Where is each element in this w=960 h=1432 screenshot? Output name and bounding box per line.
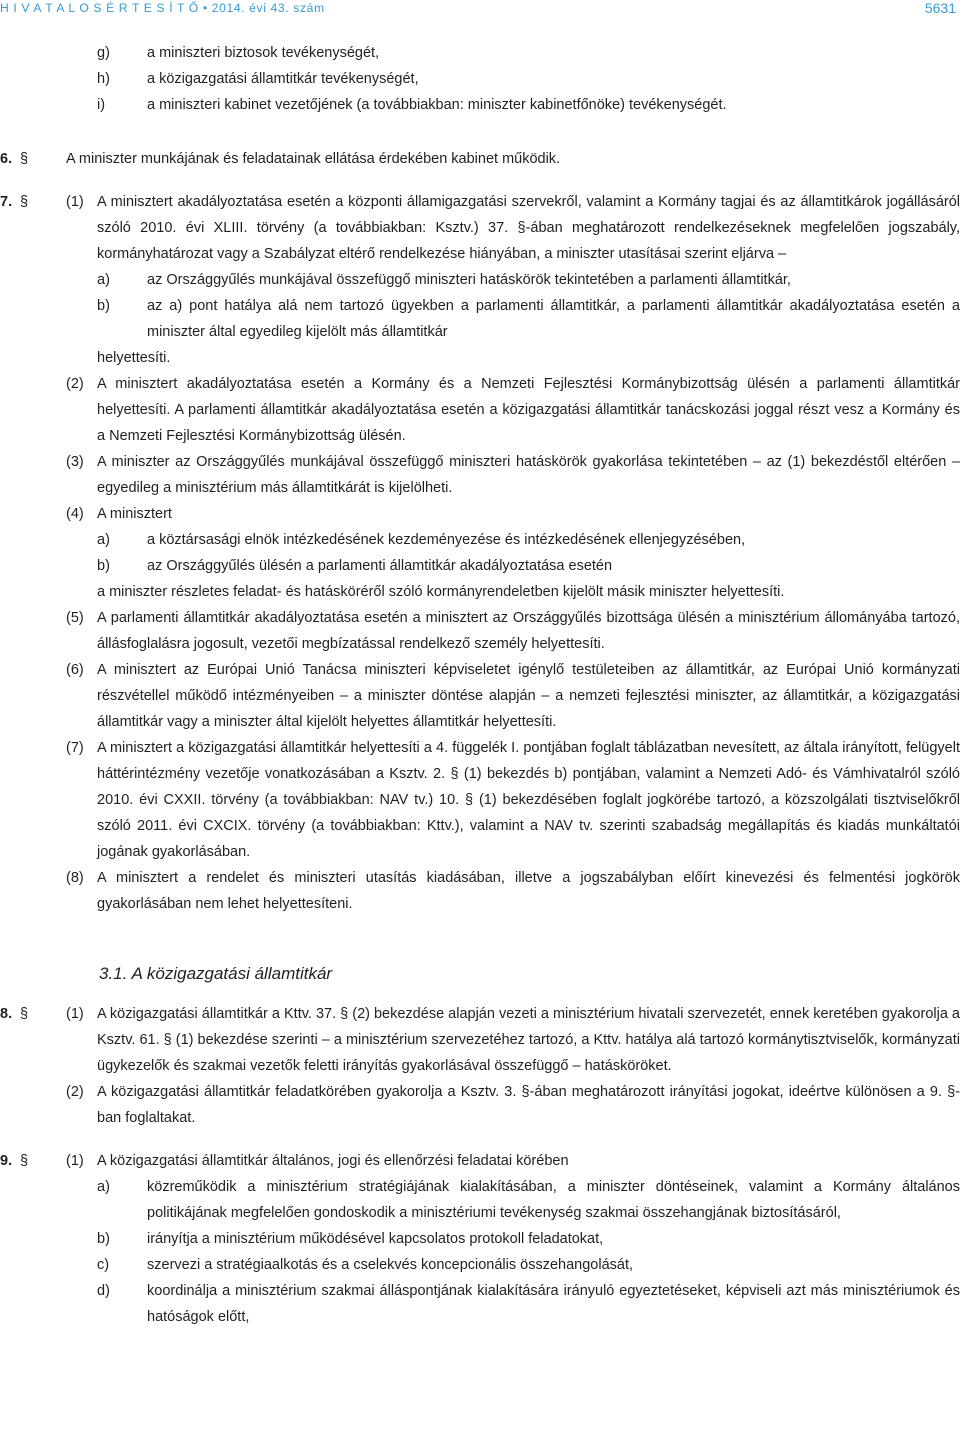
section-number: 7. bbox=[0, 194, 13, 210]
section-sign: § bbox=[20, 194, 29, 210]
list-item bbox=[97, 1174, 960, 1226]
paragraph-row bbox=[0, 1079, 960, 1131]
paragraph-number: (1) bbox=[66, 1006, 84, 1022]
paragraph-row bbox=[0, 501, 960, 605]
paragraph-row bbox=[0, 449, 960, 501]
list-text: az a) pont hatálya alá nem tartozó ügyekben a parlamenti államtitkár, a parlamenti államtitkár akadályoztatása esetén a miniszter által egyedileg kijelölt más államtitkár bbox=[147, 298, 960, 340]
paragraph bbox=[97, 189, 960, 371]
paragraph-number: (8) bbox=[66, 870, 84, 886]
list-label: d) bbox=[97, 1283, 110, 1299]
paragraph-text: A miniszter az Országgyűlés munkájával összefüggő miniszteri hatáskörök gyakorlása tekintetében – az (1) bekezdéstől eltérően – egyedileg a minisztérium más államtitkárát is kijelölheti. bbox=[97, 454, 960, 496]
paragraph-number: (4) bbox=[66, 506, 84, 522]
paragraph-text: A minisztert akadályoztatása esetén a központi államigazgatási szervekről, valamint a Kormány tagjai és az államtitkárok jogállásáról szóló 2010. évi XLIII. törvény (a továbbiakban: Ksztv.) 37. §-ában meghatározott rendelkezéseknek megfelelően jogszabály, kormányhatározat vagy a Szabályzat eltérő rendelkezése hiányában, a miniszter utasításai szerint eljárva – bbox=[97, 194, 960, 262]
list-item bbox=[97, 1226, 960, 1252]
list-label: h) bbox=[97, 71, 110, 87]
list-item bbox=[97, 1278, 960, 1330]
paragraph-number: (1) bbox=[66, 194, 84, 210]
paragraph-text: A minisztert akadályoztatása esetén a Kormány és a Nemzeti Fejlesztési Kormánybizottság ülésén a parlamenti államtitkár helyettesíti. A parlamenti államtitkár akadályoztatása esetén a közigazgatási államtitkár tanácskozási joggal részt vesz a Kormány és a Nemzeti Fejlesztési Kormánybizottság ülésén. bbox=[97, 376, 960, 444]
section-6 bbox=[0, 146, 960, 172]
paragraph bbox=[97, 1148, 960, 1330]
paragraph-text: A közigazgatási államtitkár a Kttv. 37. § (2) bekezdése alapján vezeti a minisztérium hivatali szervezetét, ennek keretében gyakorolja a Ksztv. 61. § (1) bekezdése szerinti – a minisztérium szervezetéhez tartozó, a Kttv. hatálya alá tartozó kormánytisztviselők, kormányzati ügykezelők és szakmai vezetők feletti irányítás gyakorlásával összefüggő – hatásköröket. bbox=[97, 1006, 960, 1074]
list-item bbox=[97, 92, 960, 118]
list-text: a köztársasági elnök intézkedésének kezdeményezése és intézkedésének ellenjegyzésében, bbox=[147, 532, 746, 548]
list-item bbox=[97, 527, 960, 553]
paragraph-row bbox=[0, 371, 960, 449]
list-text: irányítja a minisztérium működésével kapcsolatos protokoll feladatokat, bbox=[147, 1231, 604, 1247]
paragraph-text: A minisztert az Európai Unió Tanácsa miniszteri képviseletet igénylő testületeiben az államtitkár, az Európai Unió kormányzati részvétellel működő intézményeiben – a miniszter döntése alapján – a nemzeti fejlesztési miniszter, az államtitkár, a közigazgatási államtitkár vagy a miniszter által kijelölt helyettes államtitkár helyettesíti. bbox=[97, 662, 960, 730]
paragraph-row bbox=[0, 865, 960, 917]
list-label: a) bbox=[97, 272, 110, 288]
list-label: b) bbox=[97, 298, 110, 314]
list-item bbox=[97, 293, 960, 345]
list-label: a) bbox=[97, 532, 110, 548]
list-item bbox=[97, 66, 960, 92]
list-text: szervezi a stratégiaalkotás és a cselekvés koncepcionális összehangolását, bbox=[147, 1257, 634, 1273]
list-item bbox=[97, 1252, 960, 1278]
paragraph-row bbox=[0, 735, 960, 865]
list-label: b) bbox=[97, 558, 110, 574]
paragraph-text: A közigazgatási államtitkár általános, jogi és ellenőrzési feladatai körében bbox=[97, 1153, 569, 1169]
paragraph-number: (3) bbox=[66, 454, 84, 470]
paragraph-number: (6) bbox=[66, 662, 84, 678]
list-text: a miniszteri kabinet vezetőjének (a továbbiakban: miniszter kabinetfőnöke) tevékenységét. bbox=[147, 97, 727, 113]
list-text: az Országgyűlés munkájával összefüggő miniszteri hatáskörök tekintetében a parlamenti államtitkár, bbox=[147, 272, 791, 288]
list-label: c) bbox=[97, 1257, 110, 1273]
list-item bbox=[97, 553, 960, 579]
paragraph-number: (5) bbox=[66, 610, 84, 626]
list-item bbox=[97, 267, 960, 293]
list-item bbox=[97, 40, 960, 66]
section-text: A miniszter munkájának és feladatainak ellátása érdekében kabinet működik. bbox=[66, 151, 561, 167]
list-text: a miniszteri biztosok tevékenységét, bbox=[147, 45, 380, 61]
paragraph-text: A parlamenti államtitkár akadályoztatása esetén a minisztert az Országgyűlés bizottsága ülésén a minisztérium állományába tartozó, állásfoglalásra jogosult, vezetői megbízatással rendelkező személy helyettesíti. bbox=[97, 610, 960, 652]
paragraph-text: A minisztert a közigazgatási államtitkár helyettesíti a 4. függelék I. pontjában foglalt táblázatban nevesített, az általa irányított, felügyelt háttérintézmény vezetője vonatkozásában a Ksztv. 2. § (1) bekezdés b) pontjában, valamint a Nemzeti Adó- és Vámhivatalról szóló 2010. évi CXXII. törvény (a továbbiakban: NAV tv.) 10. § (1) bekezdésében foglalt jogkörébe tartozó, a közszolgálati tisztviselőkről szóló 2011. évi CXCIX. törvény (a továbbiakban: Kttv.), valamint a NAV tv. szerinti szabadság megállapítás és kiadás munkáltatói jogának gyakorlásában. bbox=[97, 740, 960, 860]
list-label: g) bbox=[97, 45, 110, 61]
section-number: 9. bbox=[0, 1153, 13, 1169]
paragraph-text: A közigazgatási államtitkár feladatkörében gyakorolja a Ksztv. 3. §-ában meghatározott irányítási jogokat, ideértve különösen a 9. §-ban foglaltakat. bbox=[97, 1084, 960, 1126]
paragraph-number: (2) bbox=[66, 376, 84, 392]
list-text: közreműködik a minisztérium stratégiájának kialakításában, a miniszter döntéseinek, valamint a Kormány általános politikájának megfelelően gondoskodik a minisztériumi tevékenység szakmai összehangjának biztosításáról, bbox=[147, 1179, 960, 1221]
list-text: a közigazgatási államtitkár tevékenységét, bbox=[147, 71, 419, 87]
page-number: 5631 bbox=[924, 0, 956, 16]
section-number: 6. bbox=[0, 151, 13, 167]
paragraph-tail: helyettesíti. bbox=[97, 350, 171, 366]
list-text: koordinálja a minisztérium szakmai álláspontjának kialakítására irányuló egyeztetéseket, képviseli azt más minisztériumok és hatóságok előtt, bbox=[147, 1283, 960, 1325]
document-body bbox=[0, 40, 960, 1330]
paragraph-text: A minisztert bbox=[97, 506, 172, 522]
section-sign: § bbox=[20, 1006, 29, 1022]
list-text: az Országgyűlés ülésén a parlamenti államtitkár akadályoztatása esetén bbox=[147, 558, 613, 574]
subsection-title: 3.1. A közigazgatási államtitkár bbox=[99, 964, 333, 983]
list-label: b) bbox=[97, 1231, 110, 1247]
paragraph bbox=[97, 501, 960, 605]
paragraph-text: A minisztert a rendelet és miniszteri utasítás kiadásában, illetve a jogszabályban előírt kinevezési és felmentési jogkörök gyakorlásában nem lehet helyettesíteni. bbox=[97, 870, 960, 912]
page-header bbox=[0, 0, 960, 20]
section-7 bbox=[0, 189, 960, 371]
list-label: a) bbox=[97, 1179, 110, 1195]
list-label: i) bbox=[97, 97, 106, 113]
paragraph-number: (1) bbox=[66, 1153, 84, 1169]
section-9 bbox=[0, 1148, 960, 1330]
section-number: 8. bbox=[0, 1006, 13, 1022]
paragraph-tail: a miniszter részletes feladat- és hatásköréről szóló kormányrendeletben kijelölt másik miniszter helyettesíti. bbox=[97, 584, 785, 600]
section-8 bbox=[0, 1001, 960, 1079]
journal-title: H I V A T A L O S É R T E S Í T Ő • 2014. évi 43. szám bbox=[0, 1, 325, 15]
paragraph-row bbox=[0, 605, 960, 657]
paragraph-number: (2) bbox=[66, 1084, 84, 1100]
paragraph-row bbox=[0, 657, 960, 735]
section-sign: § bbox=[20, 1153, 29, 1169]
paragraph-number: (7) bbox=[66, 740, 84, 756]
section-sign: § bbox=[20, 151, 29, 167]
